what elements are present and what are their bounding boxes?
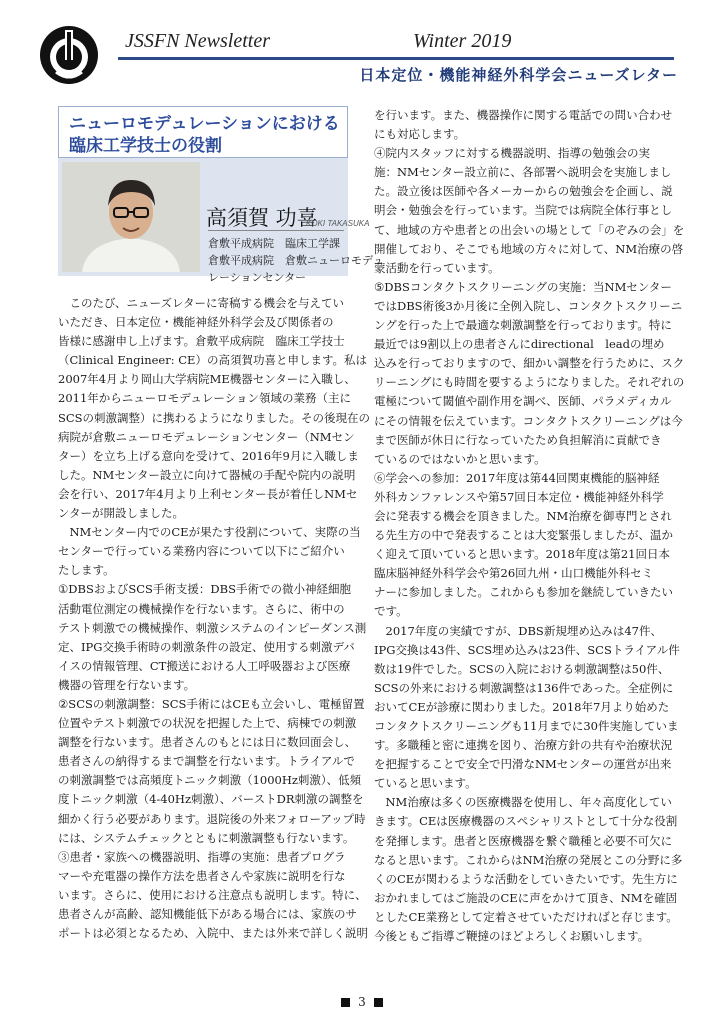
text-line: リーニングにも時間を要するようになりました。それぞれの — [374, 375, 685, 390]
paragraph — [374, 622, 680, 794]
text-line: 皆様に感謝申し上げます。倉敷平成病院 臨床工学技士 — [58, 334, 345, 349]
text-line: います。さらに、使用における注意点も説明します。特に、 — [58, 887, 367, 902]
text-line: 最近では9割以上の患者さんにdirectional leadの埋め — [374, 337, 665, 352]
author-photo — [62, 162, 200, 272]
paragraph — [374, 278, 685, 469]
text-line: く迎えて頂いていると思います。2018年度は第21回日本 — [374, 547, 670, 562]
text-line: ングを行った上で最適な刺激調整を行っております。特に — [374, 318, 672, 333]
text-line: 2007年4月より岡山大学病院ME機器センターに入職し、 — [58, 372, 356, 387]
text-line: 会に発表する機会を頂きました。NM治療を御専門とされ — [374, 508, 672, 523]
text-line: ではDBS術後3か月後に全例入院し、コンタクトスクリーニ — [374, 298, 683, 313]
text-line: 外科カンファレンスや第57回日本定位・機能神経外科学 — [374, 489, 664, 504]
text-line: 込みを行っておりますので、細かい調整を行うために、スク — [374, 356, 685, 371]
right-text-column — [374, 106, 685, 946]
article-title — [58, 106, 348, 158]
paragraph — [374, 106, 674, 144]
text-line: 病院が倉敷ニューロモデュレーションセンター（NMセン — [58, 429, 355, 444]
text-line: 患者さんの納得するまで調整を行ないます。トライアルで — [58, 754, 355, 769]
text-line: まで医師が休日に行なっていたため負担解消に貢献でき — [374, 432, 662, 447]
issue-label: Winter 2019 — [413, 30, 512, 52]
text-line: 調整を行ないます。患者さんのもとには日に数回面会し、 — [58, 735, 357, 750]
text-line: ンターが開設しました。 — [58, 506, 185, 521]
paragraph — [374, 469, 674, 622]
author-affiliation-line: 倉敷平成病院 倉敷ニューロモデュ — [208, 254, 384, 267]
text-line: にその情報を伝えています。コンタクトスクリーニングは今 — [374, 413, 683, 428]
text-line: ④院内スタッフに対する機器説明、指導の勉強会の実 — [374, 146, 650, 161]
text-line: ⑤DBSコンタクトスクリーニングの実施：当NMセンター — [374, 279, 672, 294]
author-name: 高須賀 功喜 — [206, 206, 318, 230]
text-line: 数は19件でした。SCSの入院における刺激調整は50件、 — [374, 661, 670, 676]
paragraph — [374, 793, 683, 946]
text-line: 明会・勉強会を行っています。当院では病院全体行事とし — [374, 203, 673, 218]
text-line: た。設立後は医師や各メーカーからの勉強会を企画し、説 — [374, 184, 673, 199]
article-header-box — [58, 106, 384, 284]
text-line: コンタクトスクリーニングも11月までに30件実施していま — [374, 719, 679, 733]
text-line: ポートは必須となるため、入院中、または外来で詳しく説明 — [58, 926, 369, 941]
text-line: （Clinical Engineer: CE）の高須賀功喜と申します。私は — [58, 353, 368, 368]
article-title-line: ニューロモデュレーションにおける — [69, 114, 340, 134]
text-line: です。 — [374, 604, 408, 619]
text-line: ②SCSの刺激調整：SCS手術にはCEも立会いし、電極留置 — [58, 696, 365, 711]
footer-square-icon — [341, 998, 350, 1007]
text-line: イスの情報管理、CT搬送における人工呼吸器および医療 — [58, 658, 351, 673]
text-line: 定、IPG交換手術時の刺激条件の設定、使用する刺激デバ — [58, 639, 355, 654]
text-line: 2011年からニューロモデュレーション領域の業務（主に — [58, 391, 351, 406]
text-line: としたCE業務として定着させていただければと存じます。 — [374, 909, 678, 924]
text-line: ター）を立ち上げる意向を受けて、2016年9月に入職しま — [58, 448, 359, 463]
text-line: ①DBSおよびSCS手術支援：DBS手術での微小神経細胞 — [58, 582, 351, 597]
text-line: の刺激調整では高頻度トニック刺激（1000Hz刺激）、低頻 — [58, 773, 362, 788]
text-line: を発揮します。患者と医療機器を繋ぐ職種と必要不可欠に — [374, 833, 673, 848]
text-line: ていると思います。 — [374, 776, 477, 791]
text-line: 開催しており、そこでも地域の方々に対して、NM治療の啓 — [374, 241, 684, 256]
jssfn-logo-icon — [38, 24, 100, 86]
text-line: る先生方の中で発表することは大変緊張しましたが、温か — [374, 528, 673, 543]
left-text-column — [58, 294, 371, 943]
page-number: 3 — [358, 995, 366, 1009]
newsletter-subtitle: 日本定位・機能神経外科学会ニューズレター — [359, 66, 678, 84]
text-line: 度トニック刺激（4-40Hz刺激）、バーストDR刺激の調整を — [58, 792, 364, 807]
text-line: 機器の管理を行ないます。 — [58, 677, 196, 692]
text-line: たします。 — [58, 563, 115, 578]
text-line: マーや充電器の操作方法を患者さんや家族に説明を行な — [58, 868, 346, 883]
text-line: 臨床脳神経外科学会や第26回九州・山口機能外科セミ — [374, 566, 654, 581]
paragraph — [58, 580, 367, 695]
header-rule — [118, 57, 674, 60]
text-line: くのCEが関わるような活動をしていきたいです。先生方に — [374, 871, 678, 886]
text-line: にも対応します。 — [374, 127, 466, 142]
text-line: ナーに参加しました。これからも参加を継続していきたい — [374, 585, 673, 600]
author-name-roman: KOKI TAKASUKA — [306, 219, 370, 228]
text-line: きます。CEは医療機器のスペシャリストとして十分な役割 — [374, 814, 678, 829]
paragraph — [58, 848, 369, 943]
text-line: NMセンター内でのCEが果たす役割について、実際の当 — [58, 525, 361, 540]
text-line: センターで行っている業務内容について以下にご紹介い — [58, 544, 345, 559]
text-line: ⑥学会への参加：2017年度は第44回関東機能的脳神経 — [374, 470, 660, 485]
text-line: ③患者・家族への機器説明、指導の実施：患者プログラ — [58, 849, 346, 864]
text-line: なると思います。これからはNM治療の発展とこの分野に多 — [374, 852, 683, 867]
paragraph — [58, 523, 361, 580]
text-line: このたび、ニューズレターに寄稿する機会を与えてい — [58, 296, 345, 310]
text-line: 蒙活動を行っています。 — [374, 260, 500, 275]
text-line: SCSの刺激調整）に携わるようになりました。その後現在の — [58, 410, 371, 425]
text-line: 患者さんが高齢、認知機能低下がある場合には、家族のサ — [58, 907, 357, 921]
text-line: おかれましてはご施設のCEに声をかけて頂き、NMを確固 — [374, 890, 678, 905]
text-line: 今後ともご指導ご鞭撻のほどよろしくお願いします。 — [374, 929, 650, 944]
text-line: ているのではないかと思います。 — [374, 451, 546, 466]
paragraph — [58, 294, 371, 523]
text-line: いただき、日本定位・機能神経外科学会及び関係者の — [58, 315, 334, 330]
paragraph — [58, 695, 366, 848]
text-line: SCSの外来における刺激調整は136件であった。全症例に — [374, 680, 674, 695]
text-line: 電極について閾値や副作用を調べ、医師、パラメディカル — [374, 394, 672, 409]
text-line: す。多職種と密に連携を図り、治療方針の共有や治療状況 — [374, 738, 673, 753]
paragraph — [374, 144, 685, 278]
text-line: を把握することで安全で円滑なNMセンターの運営が出来 — [374, 757, 672, 772]
page-footer — [0, 995, 724, 1009]
text-line: て、地域の方や患者との出会いの場として「のぞみの会」を — [374, 222, 685, 237]
author-affiliation-line: レーションセンター — [208, 271, 307, 284]
text-line: おいてCEが診療に関わりました。2018年7月より始めた — [374, 699, 670, 714]
text-line: 2017年度の実績ですが、DBS新規埋め込みは47件、 — [374, 623, 662, 638]
text-line: 細かく行う必要があります。退院後の外来フォローアップ時 — [58, 811, 366, 826]
text-line: 施：NMセンター設立前に、各部署へ説明会を実施しまし — [374, 165, 672, 180]
text-line: 活動電位測定の機械操作を行ないます。さらに、術中の — [58, 601, 345, 616]
text-line: を行います。また、機器操作に関する電話での問い合わせ — [374, 108, 673, 122]
text-line: には、システムチェックとともに刺激調整も行ないます。 — [58, 830, 355, 845]
footer-square-icon — [374, 998, 383, 1007]
text-line: テスト刺激での機械操作、刺激システムのインピーダンス測 — [58, 620, 367, 635]
article-title-line: 臨床工学技士の役割 — [69, 136, 222, 156]
author-divider — [208, 230, 344, 231]
text-line: NM治療は多くの医療機器を使用し、年々高度化してい — [374, 795, 672, 810]
newsletter-title: JSSFN Newsletter — [125, 30, 270, 52]
text-line: 会を行い、2017年4月より上利センター長が着任しNMセ — [58, 486, 358, 501]
text-line: 位置やテスト刺激での状況を把握した上で、病棟での刺激 — [58, 716, 357, 731]
text-line: した。NMセンター設立に向けて器械の手配や院内の説明 — [58, 467, 356, 482]
text-line: IPG交換は43件、SCS埋め込みは23件、SCSトライアル件 — [374, 642, 680, 657]
author-affiliation-line: 倉敷平成病院 臨床工学課 — [208, 237, 340, 250]
